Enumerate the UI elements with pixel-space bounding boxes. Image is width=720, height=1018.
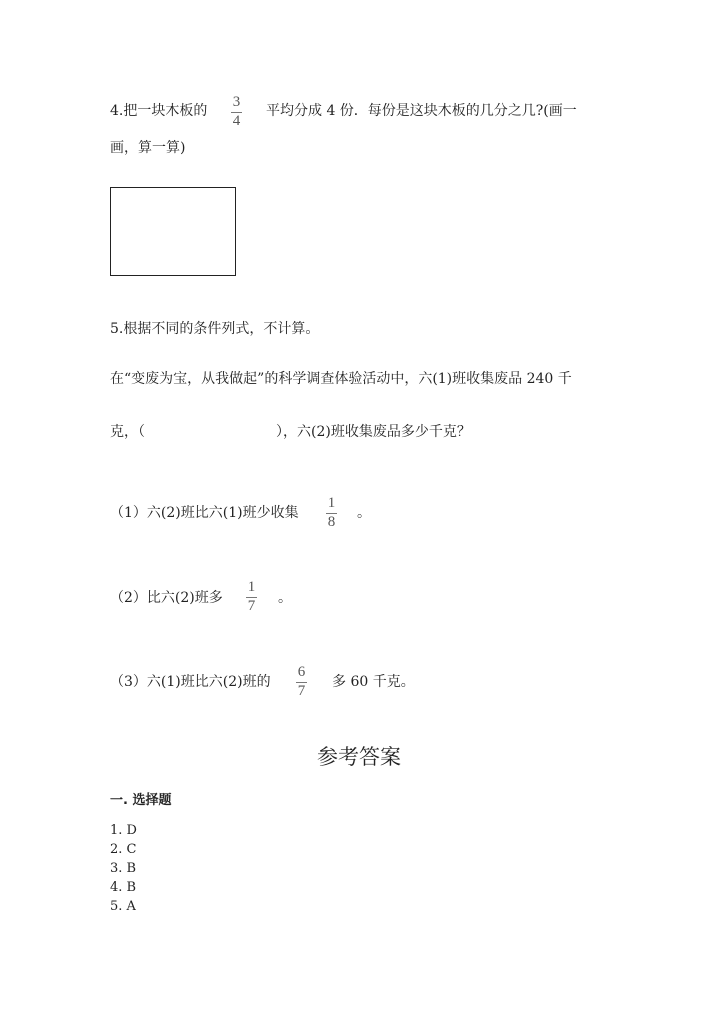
- q5-item2-end: 。: [278, 590, 292, 606]
- fraction-numerator: 1: [327, 495, 336, 511]
- answer-item: 4. B: [110, 880, 137, 895]
- q5-item1-text: （1）六(2)班比六(1)班少收集: [110, 505, 299, 521]
- q5-item2-fraction: [246, 580, 257, 614]
- fraction-numerator: 1: [247, 579, 256, 595]
- answer-item: 1. D: [110, 823, 137, 838]
- q5-heading: 5.根据不同的条件列式，不计算。: [110, 321, 320, 337]
- q5-item1-end: 。: [357, 505, 371, 521]
- answers-section-heading: 一. 选择题: [110, 793, 172, 808]
- answers-list: [110, 821, 137, 916]
- fraction-denominator: 4: [232, 113, 241, 129]
- q5-item3-fraction: [296, 665, 307, 699]
- q5-paragraph-line2-end: ），六(2)班收集废品多少千克？: [276, 424, 471, 440]
- answer-item: 2. C: [110, 842, 137, 857]
- q5-item2-text: （2）比六(2)班多: [110, 590, 223, 606]
- q5-item3-text: （3）六(1)班比六(2)班的: [110, 674, 271, 690]
- fraction-numerator: 3: [232, 94, 241, 110]
- answer-item: 3. B: [110, 861, 137, 876]
- q5-item1-fraction: [326, 496, 337, 530]
- q5-paragraph-line2-start: 克，（: [110, 424, 145, 440]
- answer-item: 5. A: [110, 899, 136, 914]
- q4-text-line2: 画，算一算): [110, 140, 186, 156]
- answers-title: 参考答案: [317, 745, 401, 769]
- fraction-denominator: 8: [327, 514, 336, 530]
- q5-item3-end: 多 60 千克。: [332, 674, 415, 690]
- q4-text-part2: 平均分成 4 份．每份是这块木板的几分之几?(画一: [266, 103, 577, 119]
- fraction-denominator: 7: [247, 598, 256, 614]
- fraction-denominator: 7: [297, 683, 306, 699]
- fraction-numerator: 6: [297, 664, 306, 680]
- drawing-rectangle: [110, 187, 236, 276]
- q4-fraction: [231, 95, 242, 129]
- q5-paragraph-line1: 在“变废为宝，从我做起”的科学调查体验活动中，六(1)班收集废品 240 千: [110, 371, 572, 387]
- q4-text-part1: 4.把一块木板的: [110, 103, 208, 119]
